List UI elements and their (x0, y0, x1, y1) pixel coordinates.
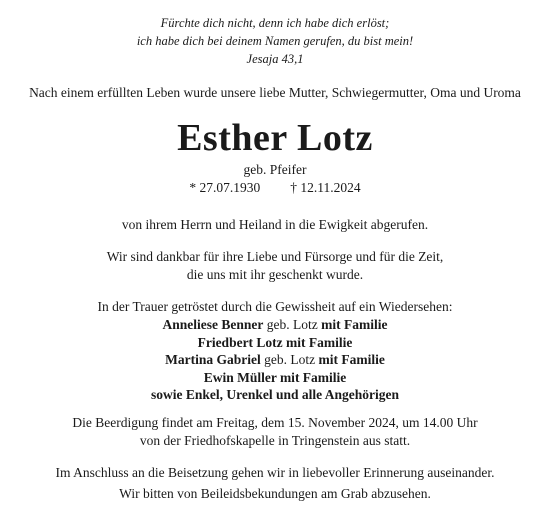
verse-reference: Jesaja 43,1 (246, 52, 304, 66)
thanks-text (0, 248, 550, 284)
deceased-name: Esther Lotz (177, 117, 373, 159)
verse-line-2: ich habe dich bei deinem Namen gerufen, du bist mein! (136, 34, 414, 48)
verse-line-1: Fürchte dich nicht, denn ich habe dich erlöst; (160, 16, 390, 30)
thanks-line-1: Wir sind dankbar für ihre Liebe und Fürsorge und für die Zeit, (106, 249, 444, 264)
funeral-line-2: von der Friedhofskapelle in Tringenstein aus statt. (139, 433, 411, 448)
condolences-text: Wir bitten von Beileidsbekundungen am Grab abzusehen. (119, 486, 431, 501)
mourners-list (0, 316, 550, 404)
mourner-line: Martina Gabriel geb. Lotz mit Familie (165, 352, 385, 367)
intro-text: Nach einem erfüllten Leben wurde unsere liebe Mutter, Schwiegermutter, Oma und Uroma (29, 85, 521, 100)
gathering-text: Im Anschluss an die Beisetzung gehen wir in liebevoller Erinnerung auseinander. (55, 465, 495, 480)
birth-date: * 27.07.1930 (189, 180, 261, 195)
mourning-text: In der Trauer getröstet durch die Gewissheit auf ein Wiedersehen: (97, 299, 453, 314)
mourner-line: Friedbert Lotz mit Familie (197, 334, 353, 350)
life-dates (0, 179, 550, 197)
mourner-line: Anneliese Benner geb. Lotz mit Familie (162, 317, 388, 332)
death-date: † 12.11.2024 (290, 180, 361, 195)
mourner-line: Ewin Müller mit Familie (203, 369, 347, 385)
mourner-line: sowie Enkel, Urenkel und alle Angehörigen (150, 387, 400, 402)
called-home-text: von ihrem Herrn und Heiland in die Ewigkeit abgerufen. (121, 217, 429, 232)
funeral-line-1: Die Beerdigung findet am Freitag, dem 15. November 2024, um 14.00 Uhr (72, 415, 478, 430)
birth-name: geb. Pfeifer (243, 162, 307, 177)
bible-verse (0, 14, 550, 68)
thanks-line-2: die uns mit ihr geschenkt wurde. (186, 267, 364, 282)
funeral-info (0, 414, 550, 450)
